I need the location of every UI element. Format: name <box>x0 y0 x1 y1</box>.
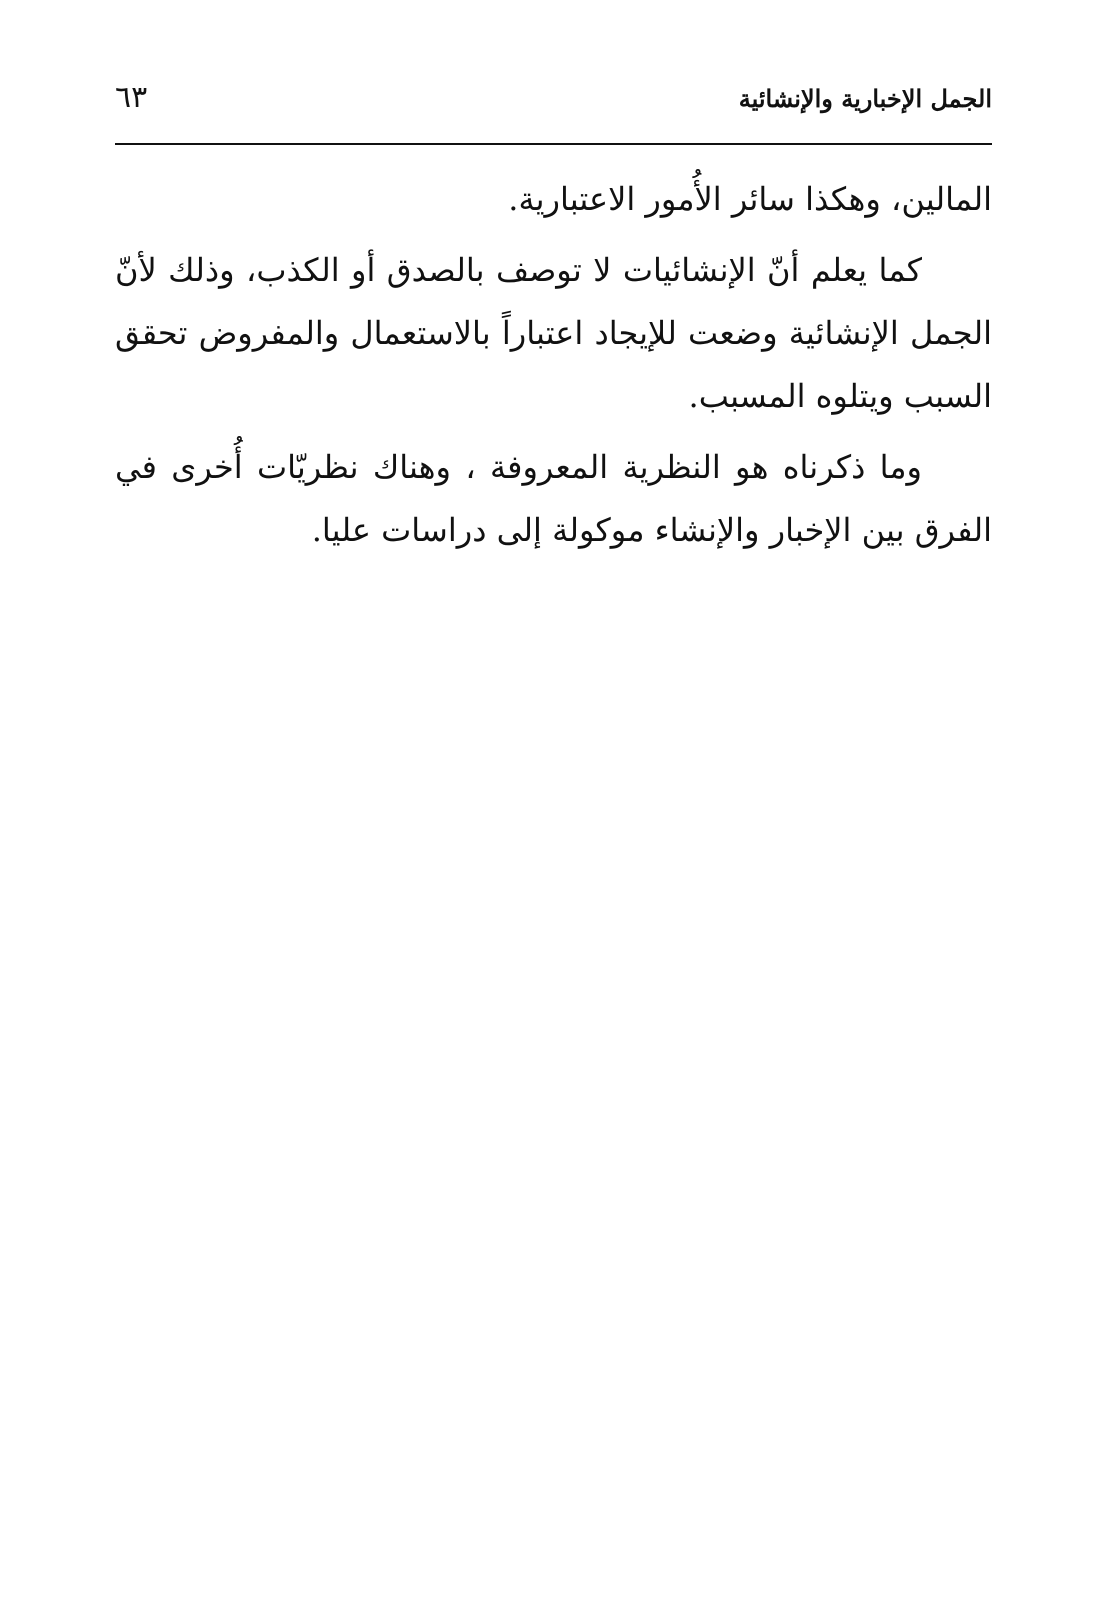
paragraph-2: كما يعلم أنّ الإنشائيات لا توصف بالصدق أو الكذب، وذلك لأنّ الجمل الإنشائية وضعت للإيجاد اعتباراً بالاستعمال والمفروض تحقق السبب ويتلوه المسبب. <box>115 251 992 415</box>
running-head <box>115 80 992 130</box>
running-head-title: الجمل الإخبارية والإنشائية <box>738 84 992 113</box>
body-text <box>115 168 992 570</box>
header-divider <box>115 143 992 145</box>
page-number: ٦٣ <box>115 80 148 115</box>
paragraph-3: وما ذكرناه هو النظرية المعروفة ، وهناك نظريّات أُخرى في الفرق بين الإخبار والإنشاء موكولة إلى دراسات عليا. <box>115 448 992 549</box>
paragraph-1: المالين، وهكذا سائر الأُمور الاعتبارية. <box>508 180 992 218</box>
